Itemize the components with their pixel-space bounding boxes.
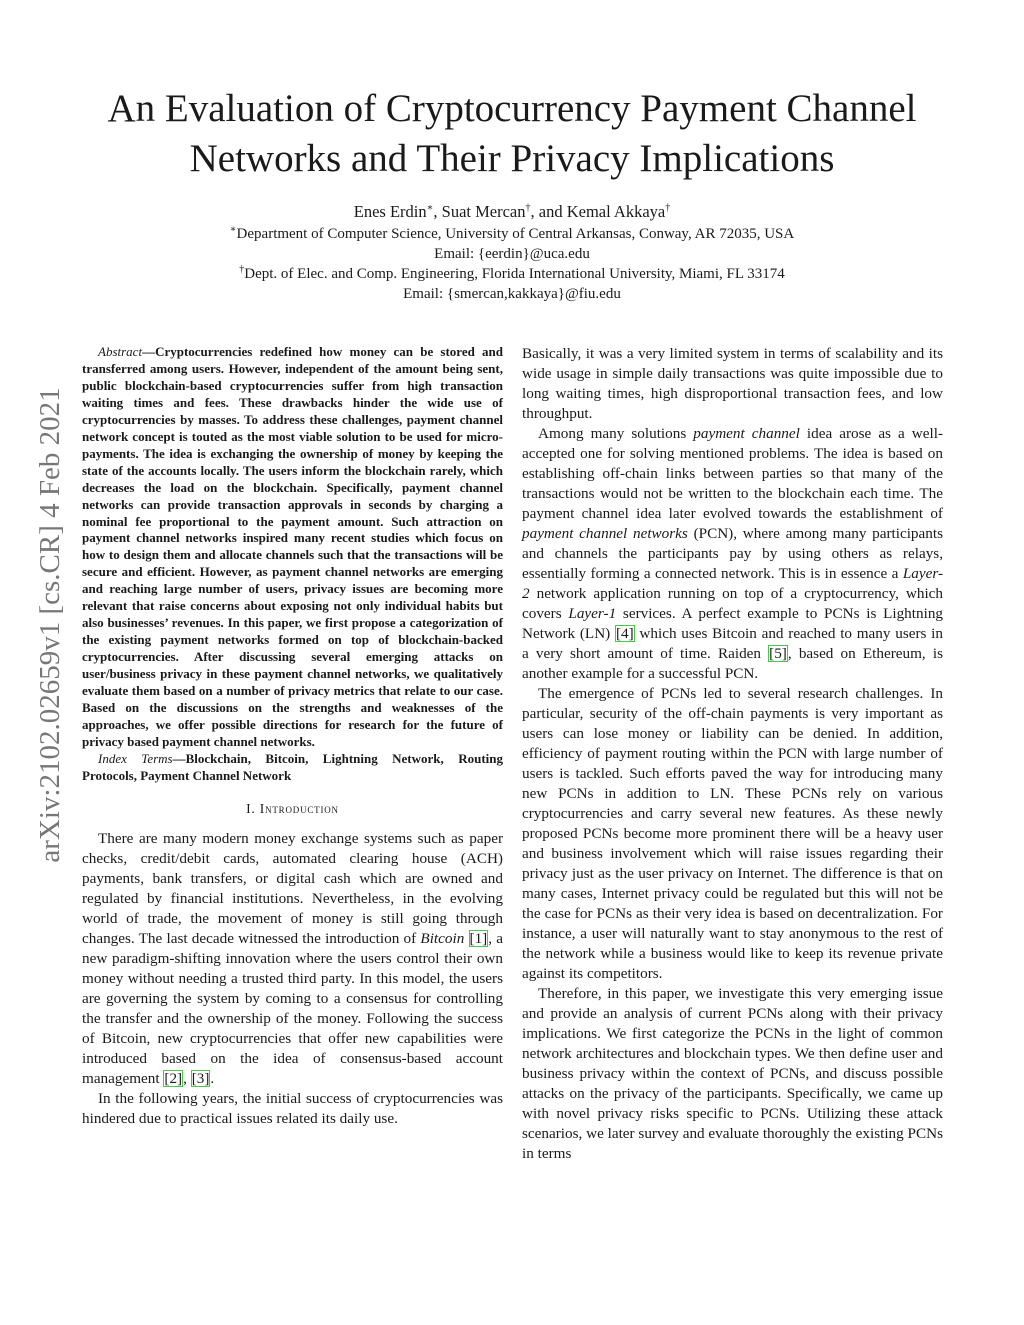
affiliation-mark: ∗ [229,224,237,235]
email-2: Email: {smercan,kakkaya}@fiu.edu [403,286,621,302]
author-separator: , and [530,202,567,221]
text-run: . [210,1069,215,1087]
citation-link-2[interactable]: [2] [164,1069,183,1087]
abstract-text: —Cryptocurrencies redefined how money can be stored and transferred among users. However, independent of the amount being sent, public blockchain-based cryptocurrencies suffer from high transaction waiting times and fees. These drawbacks hinder the wide use of cryptocurrencies by masses. To address these challenges, payment channel network concept is touted as the most viable solution to be used for micro-payments. The idea is exchanging the ownership of money by keeping the state of the accounts locally. The users inform the blockchain rarely, which decreases the load on the blockchain. Specifically, payment channel networks can provide transaction approvals in seconds by charging a nominal fee proportional to the payment amount. Such attraction on payment channel networks inspired many recent studies which focus on how to design them and allocate channels such that the transactions will be secure and efficient. However, as payment channel networks are emerging and reaching large number of users, privacy issues are becoming more relevant that raise concerns about exposing not only individual habits but also businesses’ revenues. In this paper, we first propose a categorization of the existing payment networks formed on top of blockchain-backed cryptocurrencies. After discussing several emerging attacks on user/business privacy in these payment channel networks, we qualitatively evaluate them based on a number of privacy metrics that relate to our case. Based on the discussions on the strengths and weaknesses of the approaches, we offer possible directions for research for the future of privacy based payment channel networks. [82,344,503,749]
paper-title [40,84,984,184]
left-column [82,344,503,1129]
text-run: , [183,1069,191,1087]
affiliation-mark: † [665,202,671,214]
right-column [522,344,943,1164]
text-run: network application running on top of a cryptocurrency, which covers [522,585,943,622]
email-1: Email: {eerdin}@uca.edu [434,246,590,262]
author-name: Suat Mercan [441,202,526,221]
emphasis-layer-1: Layer-1 [568,605,617,622]
title-line-1: An Evaluation of Cryptocurrency Payment Channel [107,87,917,130]
citation-link-1[interactable]: [1] [469,929,488,947]
index-terms-text: —Blockchain, Bitcoin, Lightning Network, Routing Protocols, Payment Channel Network [82,750,503,783]
citation-link-3[interactable]: [3] [191,1069,210,1087]
arxiv-identifier-stamp: arXiv:2102.02659v1 [cs.CR] 4 Feb 2021 [34,387,66,863]
author-separator: , [433,202,442,221]
right-paragraph-2 [522,424,943,684]
emphasis-payment-channel-networks: payment channel networks [522,525,688,542]
affiliation-mark: † [239,264,245,275]
text-run: There are many modern money exchange systems such as paper checks, credit/debit cards, automated clearing house (ACH) payments, bank transfers, or digital cash which are owned and regulated by financial institutions. Nevertheless, in the evolving world of trade, the movement of money is still going through changes. The last decade witnessed the introduction of [82,829,503,947]
affiliation-1 [100,226,924,243]
text-run: , based on Ethereum, is another example for a successful PCN. [522,645,943,682]
author-name: Kemal Akkaya [566,202,666,221]
index-terms-label: Index Terms [98,750,173,766]
affiliation-mark: ∗ [426,202,434,214]
right-paragraph-1: Basically, it was a very limited system in terms of scalability and its wide usage in simple daily transactions was quite impossible due to long waiting times, high disproportional transaction fees, and low throughput. [522,345,943,422]
abstract [82,344,503,751]
intro-paragraph-2: In the following years, the initial success of cryptocurrencies was hindered due to practical issues related its daily use. [82,1089,503,1127]
text-run: idea arose as a well-accepted one for solving mentioned problems. The idea is based on establishing off-chain links between parties so that many of the transactions would not be written to the blockchain each time. The payment channel idea later evolved towards the establishment of [522,425,943,522]
text-run: Among many solutions [538,425,694,442]
title-line-2: Networks and Their Privacy Implications [189,137,835,180]
affiliation-text: Dept. of Elec. and Comp. Engineering, Florida International University, Miami, FL 33174 [244,266,785,282]
text-run: services. A perfect example to PCNs is Lightning Network (LN) [522,605,944,642]
author-name: Enes Erdin [353,202,427,221]
author-list [100,202,924,222]
section-heading-introduction: I. Introduction [246,800,339,816]
intro-paragraph-1 [82,829,503,1089]
text-run: , a new paradigm-shifting innovation where the users control their own money without needing a trusted third party. In this model, the users are governing the system by coming to a consensus for controlling the transfer and the ownership of the money. Following the success of Bitcoin, new cryptocurrencies that offer new capabilities were introduced based on the idea of consensus-based account management [82,929,504,1087]
right-paragraph-3: The emergence of PCNs led to several research challenges. In particular, security of the off-chain payments is very important as users can lose money or liability can be denied. In addition, efficiency of payment routing within the PCN with large number of users is tackled. Such efforts paved the way for introducing many new PCNs in addition to LN. These PCNs rely on various cryptocurrencies and carry several new features. As these newly proposed PCNs become more prominent there will be a heavy user and business involvement which will raise issues regarding their privacy just as the user privacy on Internet. The difference is that on many cases, Internet privacy could be regulated but this will not be the case for PCNs as their very idea is based on decentralization. For instance, a user will naturally want to stay anonymous to the rest of the network while a business would like to keep its revenue private against its competitors. [522,685,943,982]
affiliation-text: Department of Computer Science, University of Central Arkansas, Conway, AR 72035, USA [236,226,795,242]
emphasis-layer-2: Layer-2 [522,565,943,602]
abstract-label: Abstract [98,344,143,359]
emphasis-bitcoin: Bitcoin [420,929,465,947]
affiliation-2 [100,266,924,283]
citation-link-4[interactable]: [4] [615,625,634,642]
emphasis-payment-channel: payment channel [693,425,800,442]
text-run: (PCN), where among many participants and channels the participants pay by using others as relays, essentially forming a connected network. This is in essence a [522,525,943,582]
affiliation-mark: † [525,202,531,214]
right-paragraph-4: Therefore, in this paper, we investigate this very emerging issue and provide an analysis of current PCNs along with their privacy implications. We first categorize the PCNs in the light of common network architectures and blockchain types. We then define user and business privacy within the context of PCNs, and discuss possible attacks on the privacy of the participants. Specifically, we came up with novel privacy risks specific to PCNs. Utilizing these attack scenarios, we later survey and evaluate thoroughly the existing PCNs in terms [522,985,943,1162]
text-run: which uses Bitcoin and reached to many users in a very short amount of time. Raiden [522,625,943,662]
index-terms [82,751,503,785]
citation-link-5[interactable]: [5] [769,645,787,662]
text-run [464,930,468,947]
